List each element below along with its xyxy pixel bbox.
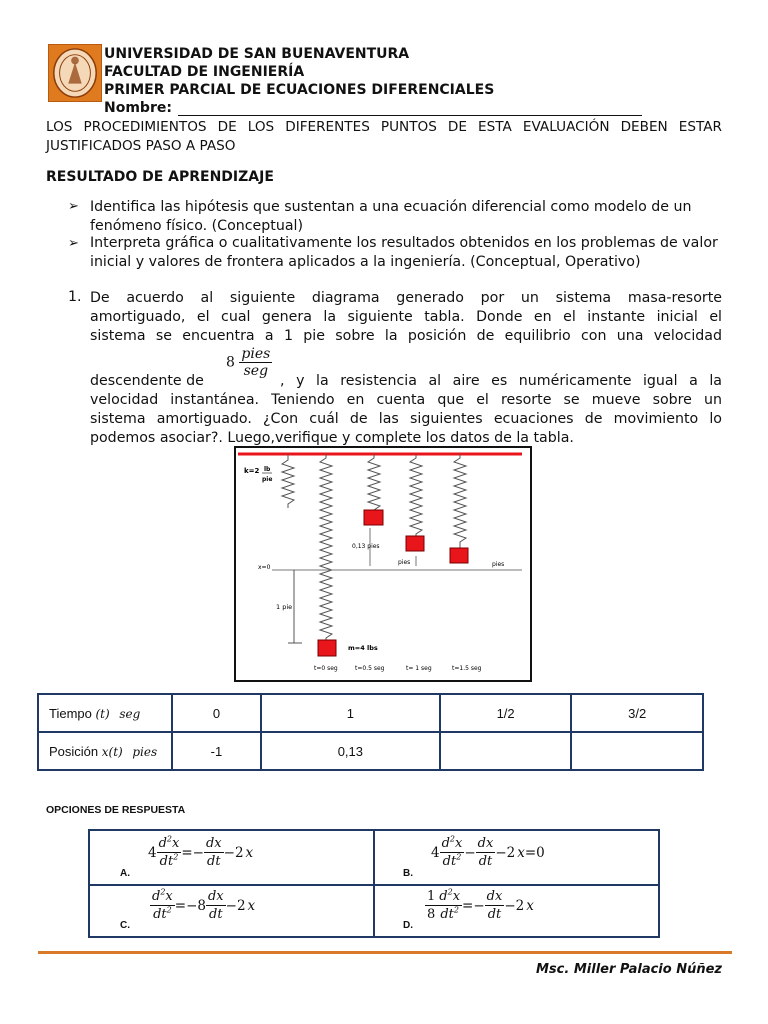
velocity-fraction: 8 $\frac{\text{pies}}{\text{seg}}$ xyxy=(226,346,271,379)
time-label: t= 1 seg xyxy=(406,665,432,672)
option-label: A. xyxy=(120,868,130,879)
spring-t05 xyxy=(368,454,380,510)
k-label: k=2 xyxy=(244,467,260,475)
spring-t15 xyxy=(454,454,466,548)
table-cell: 0,13 xyxy=(261,732,440,770)
position-header: Posición x(t) pies xyxy=(38,732,172,770)
exam-title: PRIMER PARCIAL DE ECUACIONES DIFERENCIALES xyxy=(104,82,495,98)
spring-t1 xyxy=(410,454,422,538)
name-label: Nombre: xyxy=(104,100,172,116)
faculty-name: FACULTAD DE INGENIERÍA xyxy=(104,64,305,80)
k-unit-num: lb xyxy=(264,466,271,473)
spring-mass-diagram xyxy=(234,446,532,682)
bullet-arrow-icon: ➢ xyxy=(68,236,79,251)
table-cell: 0 xyxy=(172,694,261,732)
table-row xyxy=(38,694,703,732)
options-title: OPCIONES DE RESPUESTA xyxy=(46,804,186,816)
mass-t0 xyxy=(318,640,336,656)
bullet-arrow-icon: ➢ xyxy=(68,199,79,214)
problem-text-line: sistema se encuentra a 1 pie sobre la posición de equilibrio con una velocidad xyxy=(90,328,722,344)
time-label: t=0 seg xyxy=(314,665,338,672)
learning-outcome-item: Identifica las hipótesis que sustentan a una ecuación diferencial como modelo de un fenómeno físico. (Conceptual) xyxy=(90,199,692,234)
table-row xyxy=(38,732,703,770)
table-cell: 1/2 xyxy=(440,694,572,732)
table-cell-blank[interactable] xyxy=(571,732,703,770)
table-cell-blank[interactable] xyxy=(440,732,572,770)
problem-text-line: , y la resistencia al aire es numéricamente igual a la xyxy=(280,373,722,389)
time-label: t=0.5 seg xyxy=(355,665,385,672)
label-pies-1: pies xyxy=(398,559,411,566)
equation-d: $\frac{1}{8}$ $\frac{d^2x}{dt^2}$ =− $\frac{dx}{dt}$ −2 x xyxy=(427,887,534,922)
equation-a: 4 $\frac{d^2x}{dt^2}$ =− $\frac{dx}{dt}$ −2 x xyxy=(148,834,254,869)
equilibrium-label: x=0 xyxy=(258,564,271,571)
learning-outcome-item: Interpreta gráfica o cualitativamente los resultados obtenidos en los problemas de valor inicial y valores de frontera aplicados a la ingeniería. (Conceptual, Operativo) xyxy=(90,235,718,270)
options-table xyxy=(88,829,660,938)
mass-t05 xyxy=(364,510,383,525)
table-cell: 3/2 xyxy=(571,694,703,732)
k-unit-den: pie xyxy=(262,476,273,483)
problem-text-line: descendente de xyxy=(90,373,204,389)
option-b[interactable] xyxy=(374,830,659,885)
problem-text-line: podemos asociar?. Luego,verifique y complete los datos de la tabla. xyxy=(90,430,574,446)
name-field-line[interactable] xyxy=(178,115,642,116)
table-cell: 1 xyxy=(261,694,440,732)
author-name: Msc. Miller Palacio Núñez xyxy=(536,962,722,977)
option-label: B. xyxy=(403,868,413,879)
option-c[interactable] xyxy=(89,885,374,937)
time-header: Tiempo (t) seg xyxy=(38,694,172,732)
problem-text-line: De acuerdo al siguiente diagrama generado por un sistema masa-resorte xyxy=(90,290,722,306)
table-cell: -1 xyxy=(172,732,261,770)
mass-t15 xyxy=(450,548,468,563)
data-table xyxy=(37,693,704,771)
problem-text-line: velocidad instantánea. Teniendo en cuenta que el resorte se mueve sobre un xyxy=(90,392,722,408)
option-label: D. xyxy=(403,920,413,931)
time-label: t=1.5 seg xyxy=(452,665,482,672)
problem-text-line: amortiguado, el cual genera la siguiente tabla. Donde en el instante inicial el xyxy=(90,309,722,325)
equation-b: 4 $\frac{d^2x}{dt^2}$ − $\frac{dx}{dt}$ −2 x =0 xyxy=(431,834,545,869)
university-logo xyxy=(48,44,102,102)
problem-text-line: sistema amortiguado. ¿Con cuál de las siguientes ecuaciones de movimiento lo xyxy=(90,411,722,427)
label-pies-2: pies xyxy=(492,561,505,568)
spring-reference xyxy=(282,454,294,508)
spring-t0 xyxy=(320,454,332,642)
one-foot-label: 1 pie xyxy=(276,603,293,611)
option-d[interactable] xyxy=(374,885,659,937)
label-013: 0,13 pies xyxy=(352,543,380,550)
university-name: UNIVERSIDAD DE SAN BUENAVENTURA xyxy=(104,46,410,62)
mass-label: m=4 lbs xyxy=(348,644,378,652)
learning-outcome-title: RESULTADO DE APRENDIZAJE xyxy=(46,169,274,185)
equation-c: $\frac{d^2x}{dt^2}$ =−8 $\frac{dx}{dt}$ −2 x xyxy=(152,887,256,922)
mass-t1 xyxy=(406,536,424,551)
instructions: LOS PROCEDIMIENTOS DE LOS DIFERENTES PUNTOS DE ESTA EVALUACIÓN DEBEN ESTAR JUSTIFICADOS PASO A PASO xyxy=(46,119,722,154)
footer-divider xyxy=(38,951,732,954)
option-a[interactable] xyxy=(89,830,374,885)
problem-number: 1. xyxy=(68,289,82,305)
option-label: C. xyxy=(120,920,130,931)
